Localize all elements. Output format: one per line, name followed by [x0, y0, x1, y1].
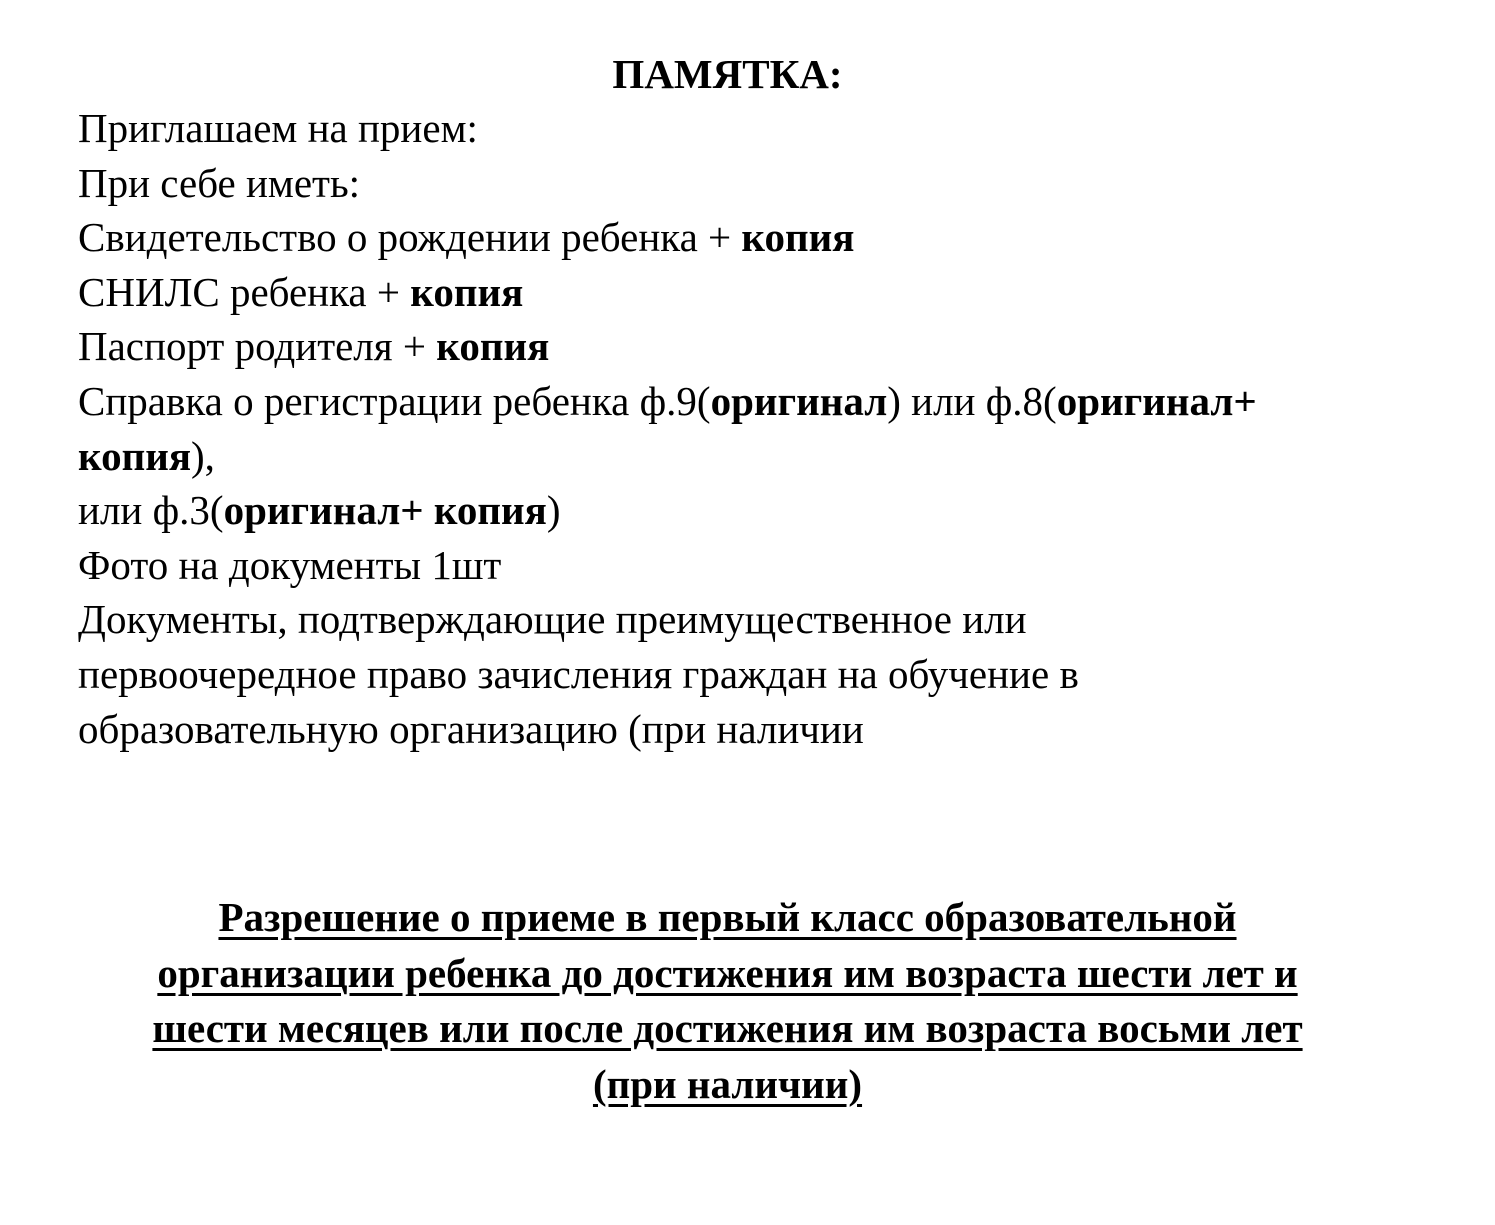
memo-line-registration-certificate — [78, 374, 1458, 429]
memo-text-segment: ) — [546, 487, 561, 534]
memo-text-segment: Свидетельство о рождении ребенка + — [78, 214, 742, 261]
memo-text-segment: образовательную организацию (при наличии — [78, 705, 864, 752]
memo-bold-segment: копия — [410, 268, 524, 315]
memo-line-photo — [78, 538, 1458, 593]
memo-line — [78, 647, 1458, 702]
memo-line — [78, 156, 1458, 211]
memo-line — [78, 702, 1458, 757]
memo-text-segment: Приглашаем на прием: — [78, 105, 478, 151]
memo-text-segment: первоочередное право зачисления граждан на обучение в — [78, 650, 1079, 697]
memo-line-registration-continued — [78, 429, 1458, 484]
memo-line-form-3 — [78, 483, 1458, 538]
memo-line-priority-documents — [78, 592, 1458, 647]
memo-text-segment: Документы, подтверждающие преимущественное или — [78, 596, 1027, 643]
memo-bold-segment: оригинал — [710, 377, 888, 424]
memo-text-segment: Фото на документы 1шт — [78, 541, 502, 588]
notice-line: Разрешение о приеме в первый класс образовательной — [218, 894, 1237, 940]
memo-text-segment: ), — [191, 432, 215, 479]
memo-text-segment: ) или ф.8( — [887, 377, 1057, 424]
memo-line-parent-passport — [78, 319, 1458, 374]
memo-line — [78, 101, 1458, 156]
memo-text-segment: СНИЛС ребенка + — [78, 268, 411, 315]
memo-bold-segment: оригинал+ — [1056, 377, 1257, 424]
memo-text-segment: При себе иметь: — [78, 159, 361, 206]
notice-line: шести месяцев или после достижения им возраста восьми лет — [152, 1005, 1303, 1051]
memo-bold-segment: копия — [436, 323, 550, 370]
memo-bold-segment: копия — [741, 214, 855, 261]
memo-text-segment: или ф.3( — [78, 487, 224, 534]
memo-text-segment: Справка о регистрации ребенка ф.9( — [78, 377, 711, 424]
memo-bold-segment: копия — [78, 432, 192, 479]
memo-line-birth-certificate — [78, 210, 1458, 265]
notice-line: (при наличии) — [592, 1060, 863, 1107]
memo-title: ПАМЯТКА: — [612, 51, 843, 97]
notice-line: организации ребенка до достижения им возраста шести лет и — [157, 949, 1298, 996]
memo-body — [78, 101, 1458, 756]
memo-line-snils — [78, 265, 1458, 320]
memo-bold-segment: оригинал+ копия — [223, 487, 547, 534]
admission-permission-notice — [60, 890, 1395, 1112]
memo-text-segment: Паспорт родителя + — [78, 323, 437, 370]
